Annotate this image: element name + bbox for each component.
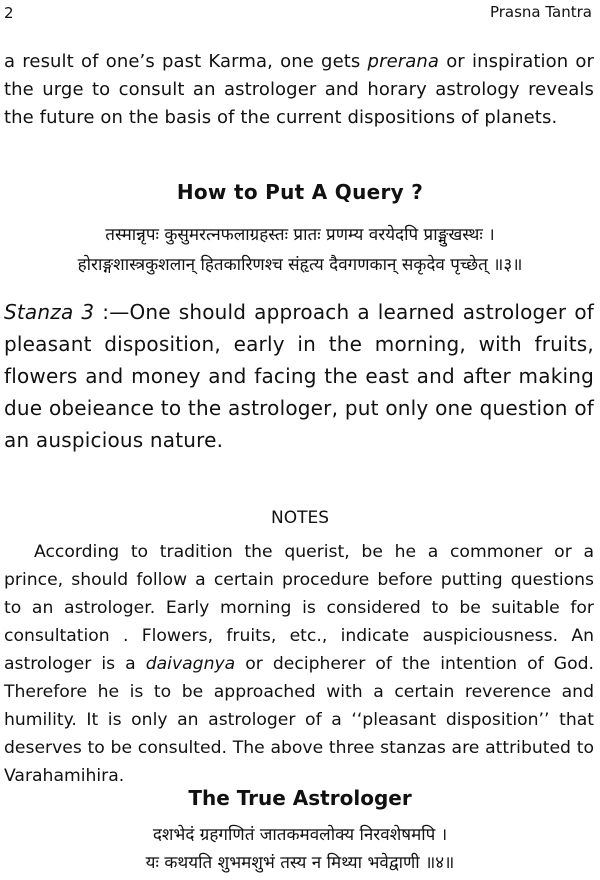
stanza-paragraph xyxy=(4,296,594,456)
sanskrit-verse-line: तस्मान्नृपः कुसुमरत्नफलाग्रहस्तः प्रातः प्रणम्य वरयेदपि प्राङ्मुखस्थः । xyxy=(105,225,495,245)
section-heading-query: How to Put A Query ? xyxy=(176,180,424,204)
intro-emphasis: prerana xyxy=(367,51,440,72)
intro-text-1: a result of one’s past Karma, one gets xyxy=(4,51,368,72)
intro-paragraph xyxy=(4,48,594,132)
section-heading-astrologer: The True Astrologer xyxy=(188,786,412,810)
notes-paragraph xyxy=(4,538,594,790)
sanskrit-verse-line: होराङ्गशास्त्रकुशलान् हितकारिणश्च संहृत्य दैवगणकान् सकृदेव पृच्छेत् ॥३॥ xyxy=(77,255,523,275)
running-title: Prasna Tantra xyxy=(489,3,592,21)
notes-emphasis: daivagnya xyxy=(145,654,236,674)
sanskrit-verse-line: दशभेदं ग्रहगणितं जातकमवलोक्य निरवशेषमपि । xyxy=(152,825,448,845)
notes-text-1: According to tradition the querist, be he a commoner or a prince, should follow a certain procedure before putting questions to an astrologer. Early morning is considered to be suitable for consultation . Flowers, fruits, etc., indicate auspiciousness. An astrologer is a xyxy=(4,542,594,674)
intro-text-2: or inspiration or the urge to consult an astrologer and horary astrology reveals the future on the basis of the current dispositions of planets. xyxy=(4,51,594,128)
notes-heading: NOTES xyxy=(270,508,329,528)
notes-text-2: or decipherer of the intention of God. Therefore he is to be approached with a certain reverence and humility. It is only an astrologer of a ‘‘pleasant disposition’’ that deserves to be consulted. The above three stanzas are attributed to Varahamihira. xyxy=(4,654,594,786)
sanskrit-verse-line: यः कथयति शुभमशुभं तस्य न मिथ्या भवेद्वाणी ॥४॥ xyxy=(145,853,455,873)
stanza-label: Stanza 3 xyxy=(4,300,95,324)
page-number: 2 xyxy=(4,4,14,22)
stanza-text: :—One should approach a learned astrologer of pleasant disposition, early in the morning, with fruits, flowers and money and facing the east and after making due obeieance to the astrologer, put only one question of an auspicious nature. xyxy=(4,300,594,452)
